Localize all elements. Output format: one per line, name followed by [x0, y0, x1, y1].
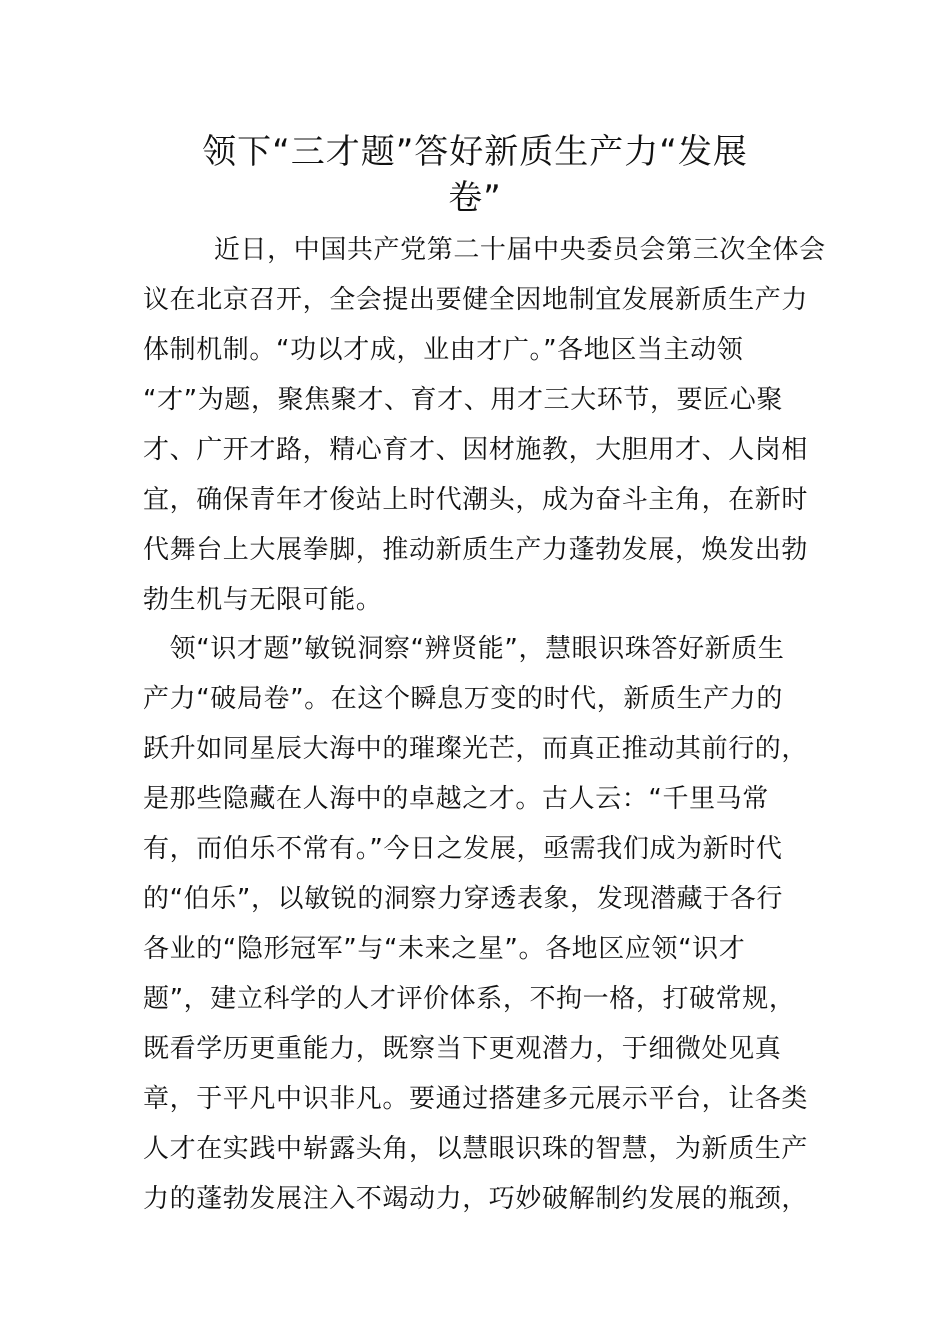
body-line: 跃升如同星辰大海中的璀璨光芒，而真正推动其前行的，: [143, 734, 809, 764]
body-line: 有，而伯乐不常有。”今日之发展，亟需我们成为新时代: [143, 834, 783, 864]
body-line: 代舞台上大展拳脚，推动新质生产力蓬勃发展，焕发出勃: [143, 535, 809, 565]
body-line: 领“识才题”敏锐洞察“辨贤能”，慧眼识珠答好新质生: [143, 634, 785, 664]
body-line: 各业的“隐形冠军”与“未来之星”。各地区应领“识才: [143, 934, 746, 964]
body-line: 人才在实践中崭露头角，以慧眼识珠的智慧，为新质生产: [143, 1134, 809, 1164]
document-title-line-1: 领下“三才题”答好新质生产力“发展: [202, 132, 748, 172]
body-line: 宜，确保青年才俊站上时代潮头，成为奋斗主角，在新时: [143, 485, 809, 515]
body-line: 近日，中国共产党第二十届中央委员会第三次全体会: [143, 235, 826, 265]
body-line: 是那些隐藏在人海中的卓越之才。古人云：“千里马常: [143, 784, 769, 814]
body-line: 勃生机与无限可能。: [143, 585, 383, 615]
body-line: 才、广开才路，精心育才、因材施教，大胆用才、人岗相: [143, 435, 809, 465]
body-line: “才”为题，聚焦聚才、育才、用才三大环节，要匠心聚: [143, 385, 783, 415]
body-line: 既看学历更重能力，既察当下更观潜力，于细微处见真: [143, 1034, 782, 1064]
body-line: 力的蓬勃发展注入不竭动力，巧妙破解制约发展的瓶颈，: [143, 1184, 809, 1214]
body-line: 题”，建立科学的人才评价体系，不拘一格，打破常规，: [143, 984, 796, 1014]
body-line: 的“伯乐”，以敏锐的洞察力穿透表象，发现潜藏于各行: [143, 884, 783, 914]
body-line: 产力“破局卷”。在这个瞬息万变的时代，新质生产力的: [143, 684, 783, 714]
document-title-line-2: 卷”: [448, 178, 502, 218]
body-line: 议在北京召开，全会提出要健全因地制宜发展新质生产力: [143, 285, 809, 315]
body-line: 体制机制。“功以才成，业由才广。”各地区当主动领: [143, 335, 744, 365]
body-line: 章，于平凡中识非凡。要通过搭建多元展示平台，让各类: [143, 1084, 809, 1114]
